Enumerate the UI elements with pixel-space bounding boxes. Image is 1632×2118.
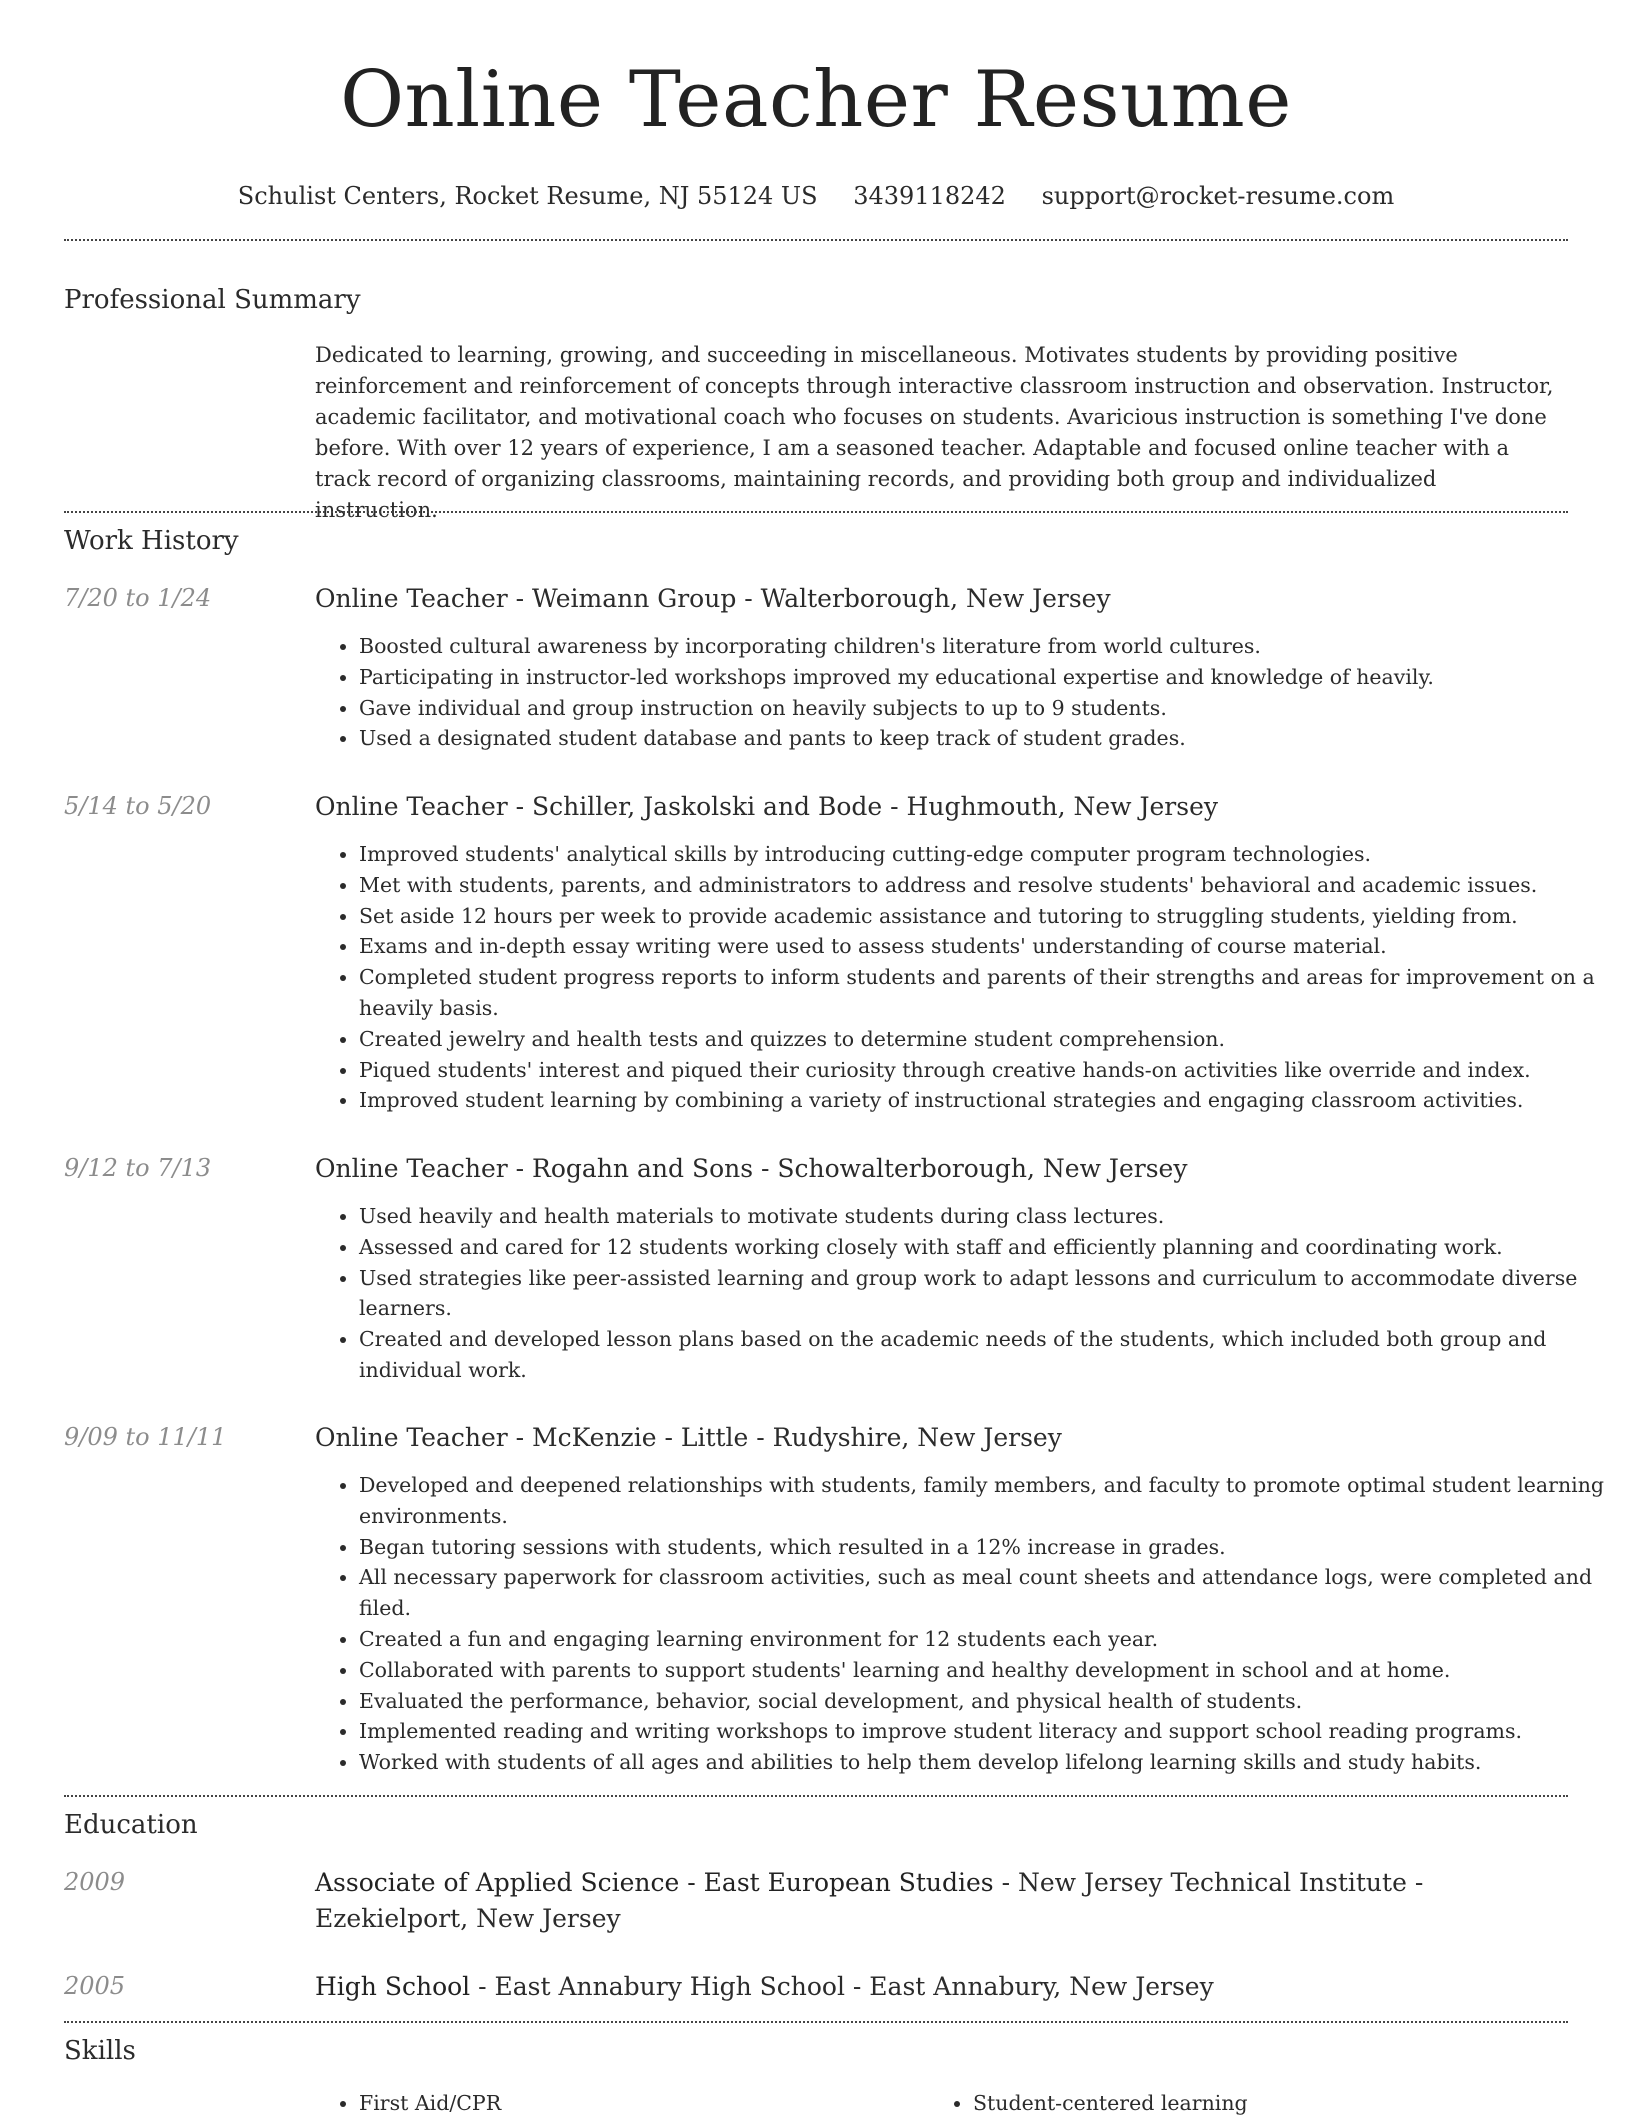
summary-text: Dedicated to learning, growing, and succeeding in miscellaneous. Motivates students by providing positive reinforcement and reinforcement of concepts through interactive classroom instruction and observation. Instructor, academic facilitator, and motivational coach who focuses on students. Avaricious instruction is something I've done before. With over 12 years of experience, I am a seasoned teacher. Adaptable and focused online teacher with a track record of organizing classrooms, maintaining records, and providing both group and individualized instruction. — [315, 343, 1554, 522]
skills-list-right — [929, 2088, 1248, 2118]
list-item: • Improved student learning by combining a variety of instructional strategies and engaging classroom activities. — [359, 1085, 1609, 1116]
education-year: 2009 — [64, 1868, 126, 1896]
contact-line — [0, 180, 1632, 212]
job-dates: 7/20 to 1/24 — [64, 584, 212, 612]
list-item: • Boosted cultural awareness by incorporating children's literature from world cultures. — [359, 631, 1609, 662]
summary-heading: Professional Summary — [64, 285, 361, 315]
divider — [64, 2021, 1568, 2023]
list-item: • Gave individual and group instruction on heavily subjects to up to 9 students. — [359, 693, 1609, 724]
list-item: • Worked with students of all ages and abilities to help them develop lifelong learning skills and study habits. — [359, 1747, 1609, 1778]
job-title: Online Teacher - McKenzie - Little - Rudyshire, New Jersey — [315, 1423, 1062, 1452]
education-details: - East Annabury High School - East Annabury, New Jersey — [470, 1972, 1214, 2001]
list-item: • Implemented reading and writing workshops to improve student literacy and support school reading programs. — [359, 1716, 1609, 1747]
job-bullets — [315, 1201, 1609, 1386]
job-dates: 9/12 to 7/13 — [64, 1154, 212, 1182]
list-item: • Evaluated the performance, behavior, social development, and physical health of students. — [359, 1686, 1609, 1717]
job-bullets — [315, 1470, 1609, 1778]
list-item: • Created and developed lesson plans based on the academic needs of the students, which included both group and individual work. — [359, 1324, 1609, 1386]
list-item: • Used strategies like peer-assisted learning and group work to adapt lessons and curriculum to accommodate diverse learners. — [359, 1263, 1609, 1325]
list-item: • Set aside 12 hours per week to provide academic assistance and tutoring to struggling students, yielding from. — [359, 901, 1609, 932]
list-item: • Developed and deepened relationships with students, family members, and faculty to promote optimal student learning environments. — [359, 1470, 1609, 1532]
job-title: Online Teacher - Rogahn and Sons - Schowalterborough, New Jersey — [315, 1154, 1188, 1183]
divider — [64, 239, 1568, 241]
education-degree: High School — [315, 1972, 471, 2001]
divider — [64, 1795, 1568, 1797]
divider — [64, 511, 1568, 513]
list-item: • Created a fun and engaging learning environment for 12 students each year. — [359, 1624, 1609, 1655]
list-item: • Used heavily and health materials to motivate students during class lectures. — [359, 1201, 1609, 1232]
list-item: • All necessary paperwork for classroom activities, such as meal count sheets and attendance logs, were completed and filed. — [359, 1562, 1609, 1624]
list-item: • Exams and in-depth essay writing were used to assess students' understanding of course material. — [359, 931, 1609, 962]
job-dates: 5/14 to 5/20 — [64, 792, 212, 820]
job-title: Online Teacher - Weimann Group - Walterborough, New Jersey — [315, 584, 1111, 613]
education-details: - New Jersey Technical Institute - Ezekielport, New Jersey — [315, 1868, 1424, 1933]
job-bullets — [315, 839, 1609, 1116]
contact-email: support@rocket-resume.com — [1041, 182, 1395, 210]
contact-phone: 3439118242 — [853, 182, 1006, 210]
resume-title: Online Teacher Resume — [340, 55, 1292, 145]
job-bullets — [315, 631, 1609, 754]
list-item: • Began tutoring sessions with students, which resulted in a 12% increase in grades. — [359, 1532, 1609, 1563]
contact-address: Schulist Centers, Rocket Resume, NJ 55124 US — [237, 182, 818, 210]
list-item: • Assessed and cared for 12 students working closely with staff and efficiently planning and coordinating work. — [359, 1232, 1609, 1263]
education-heading: Education — [64, 1810, 198, 1840]
resume-header — [0, 0, 1632, 212]
education-year: 2005 — [64, 1972, 126, 2000]
skills-heading: Skills — [64, 2036, 136, 2066]
job-title: Online Teacher - Schiller, Jaskolski and Bode - Hughmouth, New Jersey — [315, 792, 1218, 821]
job-dates: 9/09 to 11/11 — [64, 1423, 227, 1451]
list-item: • Completed student progress reports to inform students and parents of their strengths and areas for improvement on a heavily basis. — [359, 962, 1609, 1024]
education-title — [315, 1865, 1565, 1937]
list-item: • Collaborated with parents to support students' learning and healthy development in school and at home. — [359, 1655, 1609, 1686]
skills-list-left — [315, 2088, 501, 2118]
list-item: • Participating in instructor-led workshops improved my educational expertise and knowledge of heavily. — [359, 662, 1609, 693]
education-degree: Associate of Applied Science - East European Studies — [315, 1868, 994, 1897]
list-item: • Created jewelry and health tests and quizzes to determine student comprehension. — [359, 1024, 1609, 1055]
list-item: • Met with students, parents, and administrators to address and resolve students' behavioral and academic issues. — [359, 870, 1609, 901]
list-item: • Improved students' analytical skills by introducing cutting-edge computer program technologies. — [359, 839, 1609, 870]
list-item: • Used a designated student database and pants to keep track of student grades. — [359, 723, 1609, 754]
work-history-heading: Work History — [64, 526, 239, 556]
education-title — [315, 1969, 1565, 2005]
list-item: • First Aid/CPR — [359, 2088, 501, 2118]
list-item: • Student-centered learning — [973, 2088, 1248, 2118]
list-item: • Piqued students' interest and piqued their curiosity through creative hands-on activities like override and index. — [359, 1055, 1609, 1086]
